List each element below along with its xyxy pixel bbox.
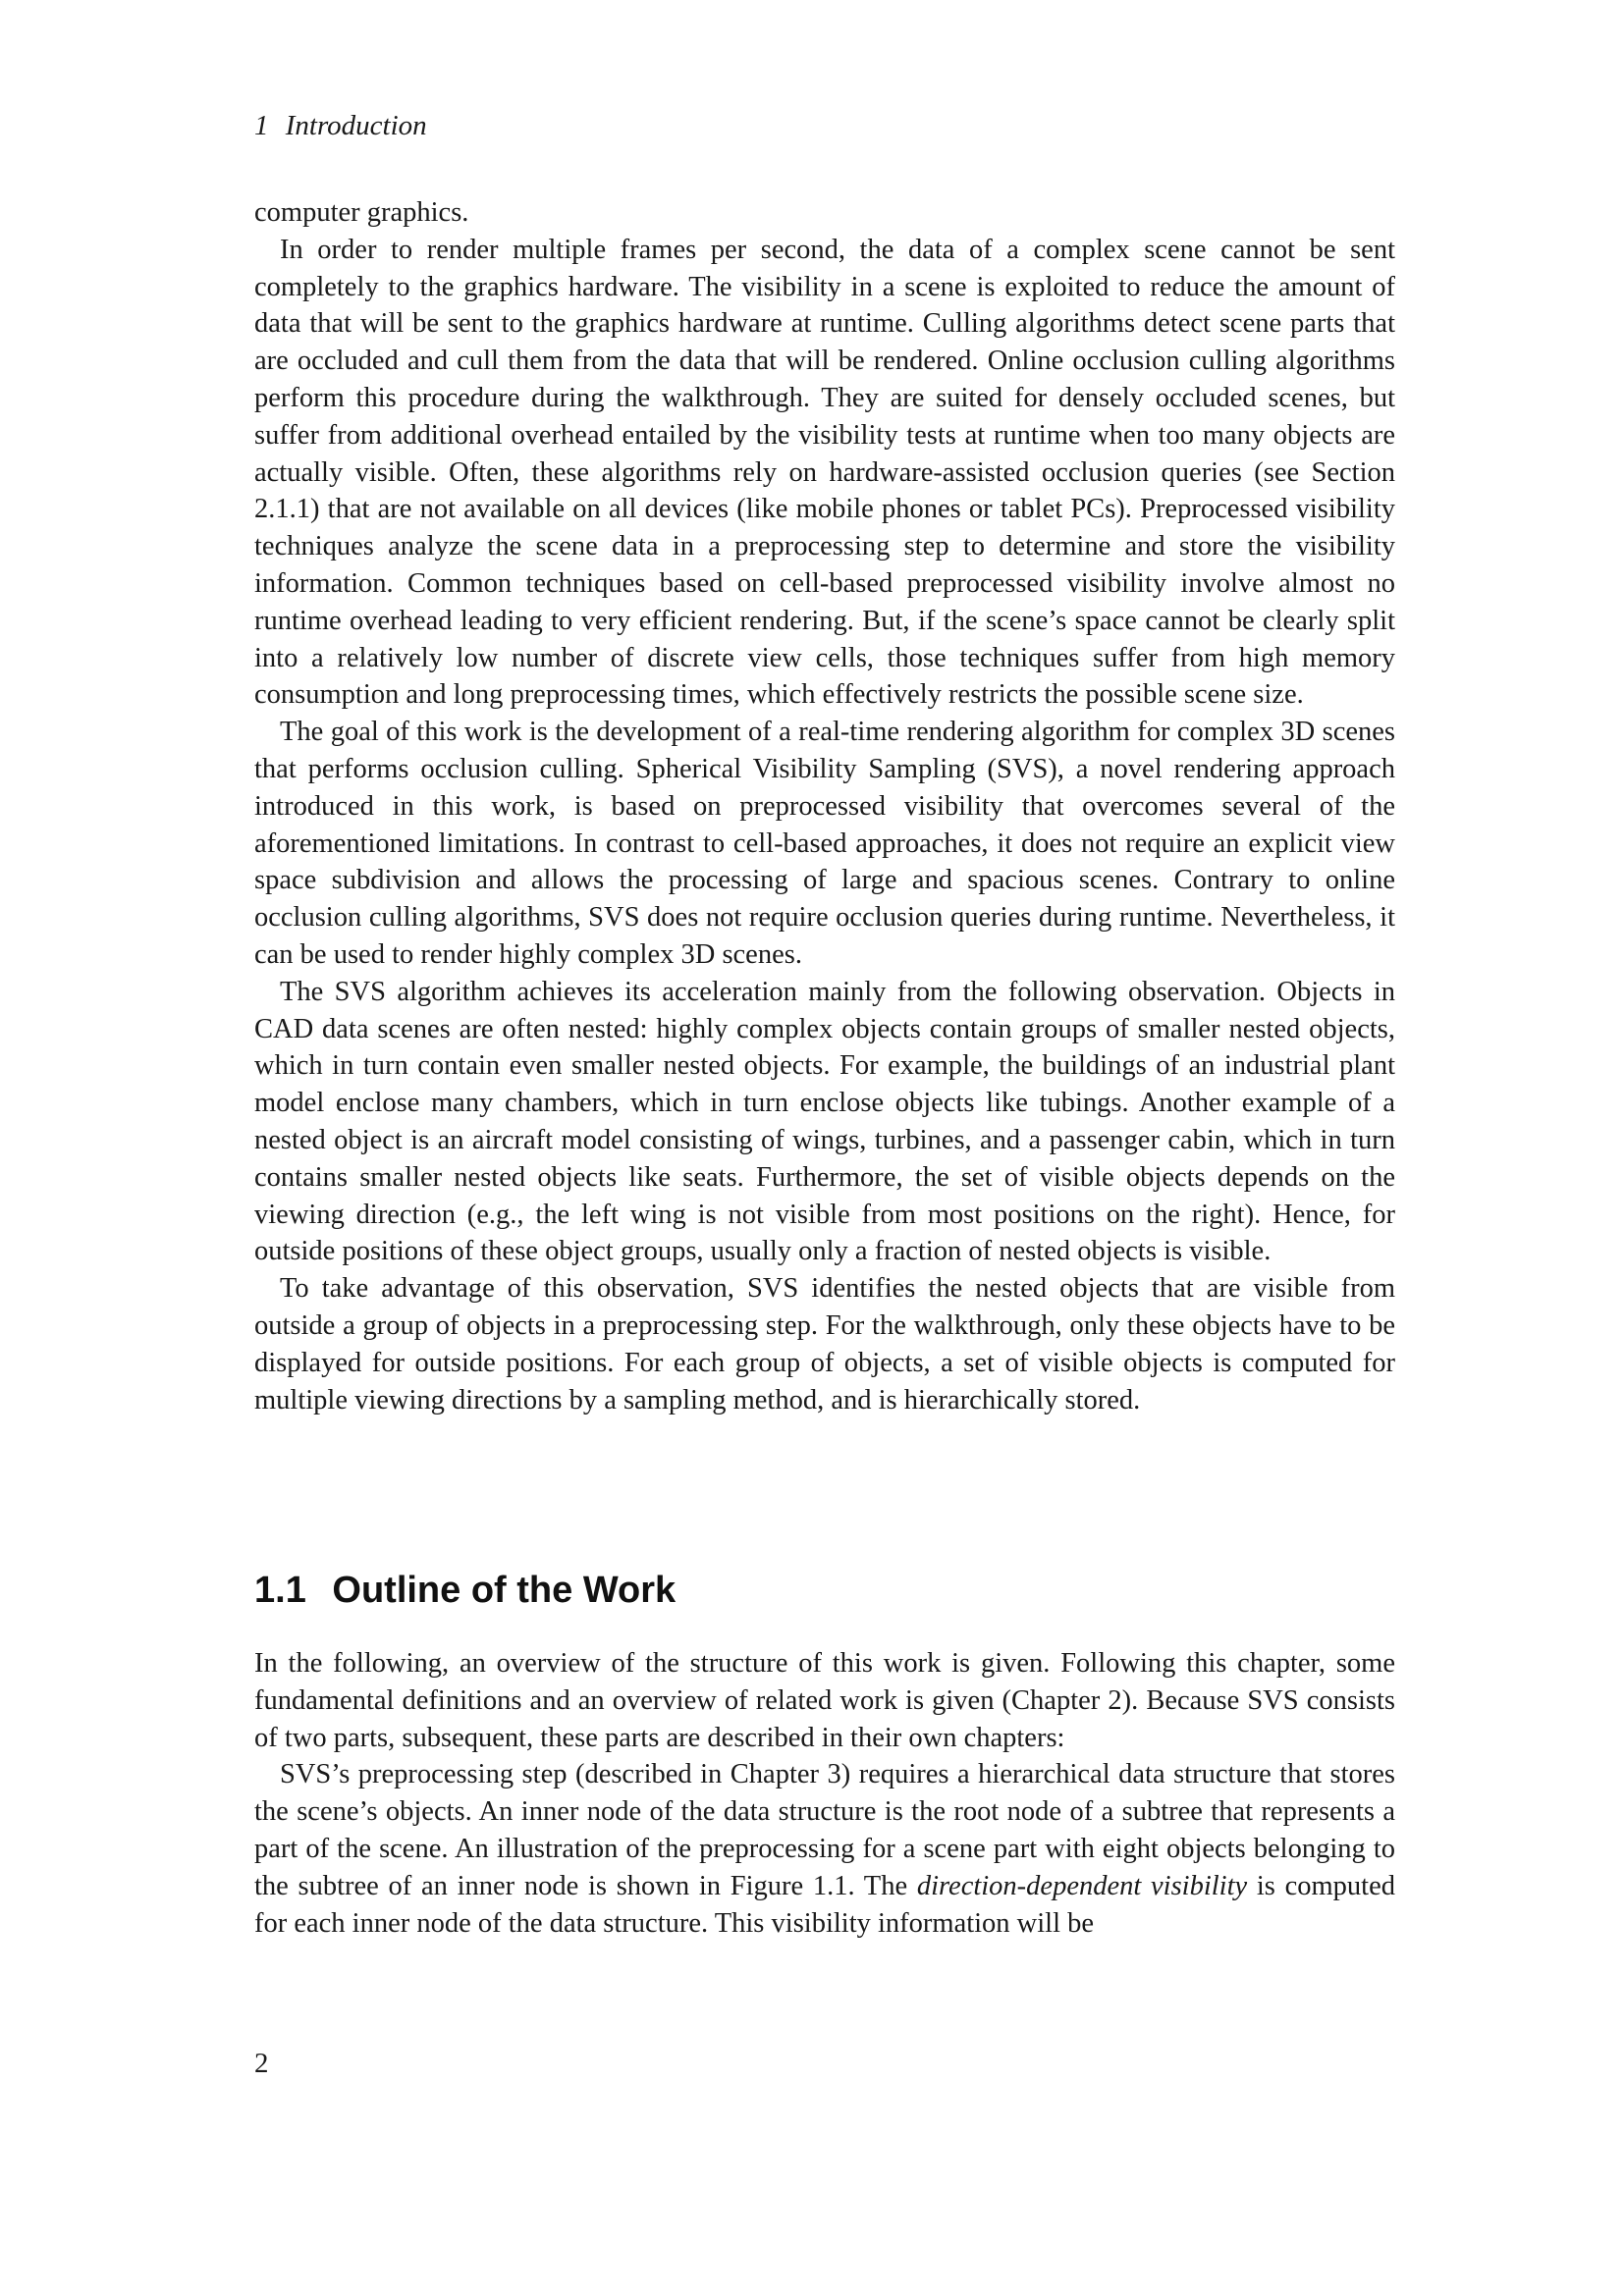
preprocessing-text-start: SVS’s preprocessing step (described in Chapter 3) requires a hierarchical data structure that stores the scene’s objects. An inner node of the data structure is the root node of a subtree that represents a part of the scene. An illustration of the preprocessing for a scene part with eight objects belonging to the subtree of an inner node is shown in Figure 1.1. The — [254, 1759, 1395, 1901]
section-number: 1.1 — [254, 1570, 306, 1611]
body-text — [254, 194, 1395, 1418]
page-number: 2 — [254, 2048, 269, 2079]
paragraph-overview: In the following, an overview of the structure of this work is given. Following this chapter, some fundamental definitions and an overview of related work is given (Chapter 2). Because SVS consists of two parts, subsequent, these parts are described in their own chapters: — [254, 1648, 1395, 1753]
section-body-text — [254, 1645, 1395, 1942]
preprocessing-text-end: is computed for each inner node of the data structure. This visibility information will be — [254, 1870, 1395, 1939]
running-head — [254, 106, 427, 145]
section-heading — [254, 1564, 676, 1617]
chapter-number: 1 — [254, 110, 269, 141]
paragraph-goal: The goal of this work is the development of a real-time rendering algorithm for complex 3D scenes that performs occlusion culling. Spherical Visibility Sampling (SVS), a novel rendering approach introduced in this work, is based on preprocessed visibility that overcomes several of the aforementioned limitations. In contrast to cell-based approaches, it does not require an explicit view space subdivision and allows the processing of large and spacious scenes. Contrary to online occlusion culling algorithms, SVS does not require occlusion queries during runtime. Nevertheless, it can be used to render highly complex 3D scenes. — [254, 717, 1395, 970]
paragraph-approach: To take advantage of this observation, SVS identifies the nested objects that are visible from outside a group of objects in a preprocessing step. For the walkthrough, only these objects have to be displayed for outside positions. For each group of objects, a set of visible objects is computed for multiple viewing directions by a sampling method, and is hierarchically stored. — [254, 1273, 1395, 1415]
paragraph-render-motivation: In order to render multiple frames per second, the data of a complex scene cannot be sent completely to the graphics hardware. The visibility in a scene is exploited to reduce the amount of data that will be sent to the graphics hardware at runtime. Culling algorithms detect scene parts that are occluded and cull them from the data that will be rendered. Online occlusion culling algorithms perform this procedure during the walkthrough. They are suited for densely occluded scenes, but suffer from additional overhead entailed by the visibility tests at runtime when too many objects are actually visible. Often, these algorithms rely on hardware-assisted occlusion queries (see Section 2.1.1) that are not available on all devices (like mobile phones or tablet PCs). Preprocessed visibility techniques analyze the scene data in a preprocessing step to determine and store the visibility information. Common techniques based on cell-based preprocessed visibility involve almost no runtime overhead leading to very efficient rendering. But, if the scene’s space cannot be clearly split into a relatively low number of discrete view cells, those techniques suffer from high memory consumption and long preprocessing times, which effectively restricts the possible scene size. — [254, 234, 1395, 711]
paragraph-observation: The SVS algorithm achieves its acceleration mainly from the following observation. Objects in CAD data scenes are often nested: highly complex objects contain groups of smaller nested objects, which in turn contain even smaller nested objects. For example, the buildings of an industrial plant model enclose many chambers, which in turn enclose objects like tubings. Another example of a nested object is an aircraft model consisting of wings, turbines, and a passenger cabin, which in turn contains smaller nested objects like seats. Furthermore, the set of visible objects depends on the viewing direction (e.g., the left wing is not visible from most positions on the right). Hence, for outside positions of these object groups, usually only a fraction of nested objects is visible. — [254, 976, 1395, 1267]
section-title: Outline of the Work — [332, 1570, 677, 1611]
chapter-title: Introduction — [285, 110, 427, 141]
paragraph-continuation: computer graphics. — [254, 197, 469, 228]
emphasized-term: direction-dependent visibility — [916, 1870, 1248, 1901]
paragraph-preprocessing — [254, 1756, 1395, 1942]
